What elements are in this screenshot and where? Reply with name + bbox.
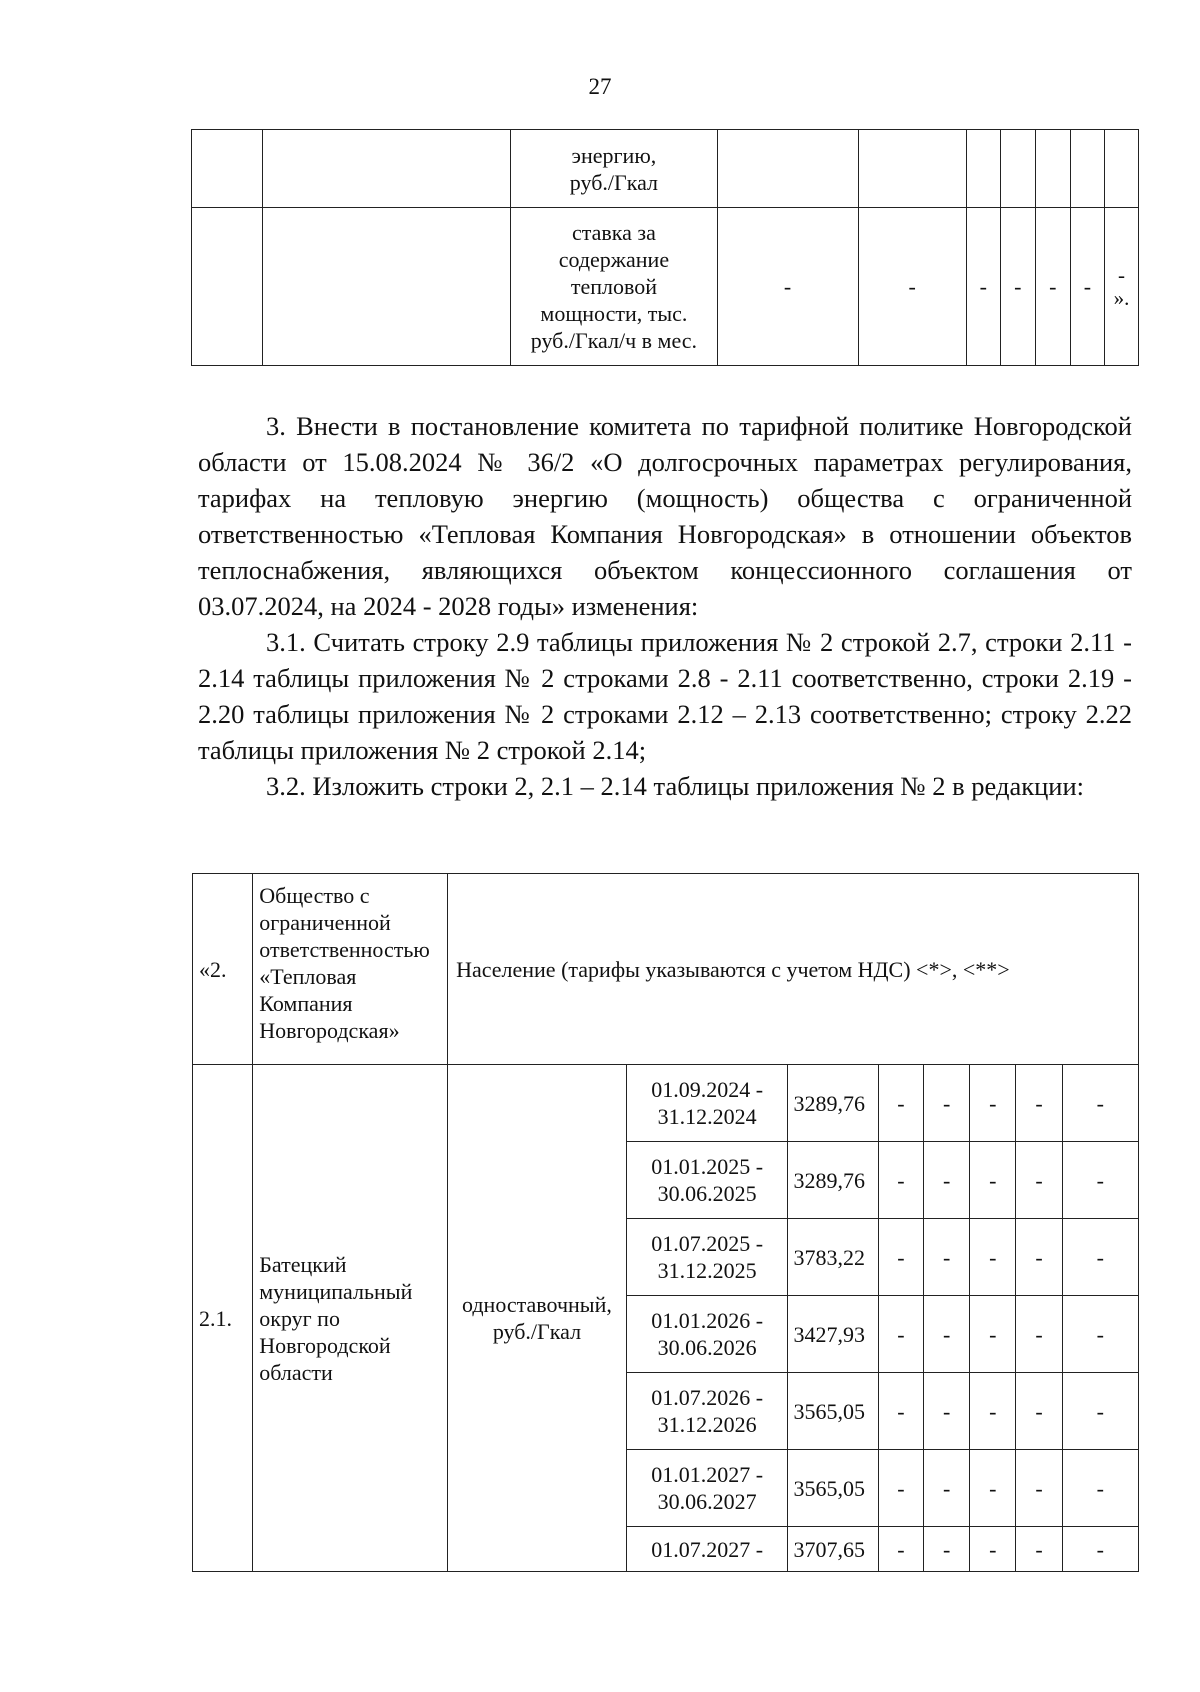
dash-cell: - xyxy=(878,1219,923,1296)
table-cell xyxy=(717,130,858,208)
value-cell: - xyxy=(1070,208,1104,366)
dash-cell: - xyxy=(1062,1296,1138,1373)
dash-cell: - xyxy=(1016,1219,1062,1296)
value-cell: - xyxy=(1000,208,1035,366)
tariff-value: 3427,93 xyxy=(788,1296,878,1373)
table-cell xyxy=(192,130,263,208)
period: 01.01.2026 - 30.06.2026 xyxy=(626,1296,788,1373)
body-text xyxy=(198,408,1132,804)
municipality: Батецкий муниципальный округ по Новгородской области xyxy=(253,1065,448,1572)
tariff-value: 3783,22 xyxy=(788,1219,878,1296)
table-cell xyxy=(858,130,966,208)
tariff-unit: одноставочный, руб./Гкал xyxy=(448,1065,627,1572)
table-row xyxy=(192,130,1139,208)
period: 01.07.2026 - 31.12.2026 xyxy=(626,1373,788,1450)
dash-cell: - xyxy=(1062,1450,1138,1527)
table-row xyxy=(192,208,1139,366)
row-label: ставка за содержание тепловой мощности, тыс. руб./Гкал/ч в мес. xyxy=(511,208,717,366)
table-cell xyxy=(1000,130,1035,208)
paragraph-3-2: 3.2. Изложить строки 2, 2.1 – 2.14 таблицы приложения № 2 в редакции: xyxy=(266,771,1084,801)
population-header: Население (тарифы указываются с учетом НДС) <*>, <**> xyxy=(448,874,1139,1065)
table-cell xyxy=(263,208,511,366)
period: 01.09.2024 - 31.12.2024 xyxy=(626,1065,788,1142)
dash-cell: - xyxy=(1062,1142,1138,1219)
dash-cell: - xyxy=(1016,1296,1062,1373)
organization-name: Общество с ограниченной ответственностью «Тепловая Компания Новгородская» xyxy=(253,874,448,1065)
dash-cell: - xyxy=(970,1065,1016,1142)
dash-cell: - xyxy=(1016,1142,1062,1219)
dash-cell: - xyxy=(970,1373,1016,1450)
value-cell: - xyxy=(1035,208,1070,366)
row-label: энергию, руб./Гкал xyxy=(511,130,717,208)
dash-cell: - xyxy=(878,1527,923,1572)
row-number: «2. xyxy=(193,874,253,1065)
dash-cell: - xyxy=(924,1450,970,1527)
dash-cell: - xyxy=(970,1219,1016,1296)
paragraph-3: 3. Внести в постановление комитета по тарифной политике Новгородской области от 15.08.2024 № 36/2 «О долгосрочных параметрах регулирования, тарифах на тепловую энергию (мощность) общества с ограниченной ответственностью «Тепловая Компания Новгородская» в отношении объектов теплоснабжения, являющихся объектом концессионного соглашения от 03.07.2024, на 2024 - 2028 годы» изменения: xyxy=(198,411,1132,621)
dash-cell: - xyxy=(924,1065,970,1142)
dash-cell: - xyxy=(970,1142,1016,1219)
table-cell xyxy=(1070,130,1104,208)
dash-cell: - xyxy=(878,1142,923,1219)
table-cell xyxy=(966,130,1000,208)
dash-cell: - xyxy=(970,1296,1016,1373)
page-number: 27 xyxy=(588,74,612,99)
dash-cell: - xyxy=(1016,1065,1062,1142)
dash-cell: - xyxy=(924,1527,970,1572)
period: 01.07.2025 - 31.12.2025 xyxy=(626,1219,788,1296)
tariff-table-continuation xyxy=(191,129,1139,366)
tariff-value: 3565,05 xyxy=(788,1450,878,1527)
table-cell xyxy=(192,208,263,366)
tariff-value: 3289,76 xyxy=(788,1142,878,1219)
dash-cell: - xyxy=(1062,1219,1138,1296)
dash-cell: - xyxy=(878,1065,923,1142)
dash-cell: - xyxy=(1062,1065,1138,1142)
value-cell: - xyxy=(717,208,858,366)
table-cell xyxy=(1035,130,1070,208)
value-cell: - xyxy=(858,208,966,366)
dash-cell: - xyxy=(924,1373,970,1450)
dash-cell: - xyxy=(878,1296,923,1373)
table-row xyxy=(193,1065,1139,1142)
dash-cell: - xyxy=(1016,1450,1062,1527)
dash-cell: - xyxy=(924,1142,970,1219)
table-cell xyxy=(1104,130,1138,208)
dash-cell: - xyxy=(1016,1373,1062,1450)
period: 01.01.2027 - 30.06.2027 xyxy=(626,1450,788,1527)
paragraph-3-1: 3.1. Считать строку 2.9 таблицы приложения № 2 строкой 2.7, строки 2.11 - 2.14 таблицы приложения № 2 строками 2.8 - 2.11 соответственно, строки 2.19 - 2.20 таблицы приложения № 2 строками 2.12 – 2.13 соответственно; строку 2.22 таблицы приложения № 2 строкой 2.14; xyxy=(198,627,1132,765)
row-number: 2.1. xyxy=(193,1065,253,1572)
dash-cell: - xyxy=(924,1219,970,1296)
dash-cell: - xyxy=(878,1373,923,1450)
tariff-value: 3707,65 xyxy=(788,1527,878,1572)
dash-cell: - xyxy=(924,1296,970,1373)
value-cell: - xyxy=(966,208,1000,366)
dash-cell: - xyxy=(1016,1527,1062,1572)
period: 01.01.2025 - 30.06.2025 xyxy=(626,1142,788,1219)
tariff-table xyxy=(192,873,1139,1572)
table-header-row xyxy=(193,874,1139,1065)
dash-cell: - xyxy=(1062,1527,1138,1572)
dash-cell: - xyxy=(1062,1373,1138,1450)
dash-cell: - xyxy=(970,1450,1016,1527)
period: 01.07.2027 - xyxy=(626,1527,788,1572)
tariff-value: 3565,05 xyxy=(788,1373,878,1450)
value-cell-closing: - ». xyxy=(1104,208,1138,366)
dash-cell: - xyxy=(970,1527,1016,1572)
dash-cell: - xyxy=(878,1450,923,1527)
table-cell xyxy=(263,130,511,208)
tariff-value: 3289,76 xyxy=(788,1065,878,1142)
